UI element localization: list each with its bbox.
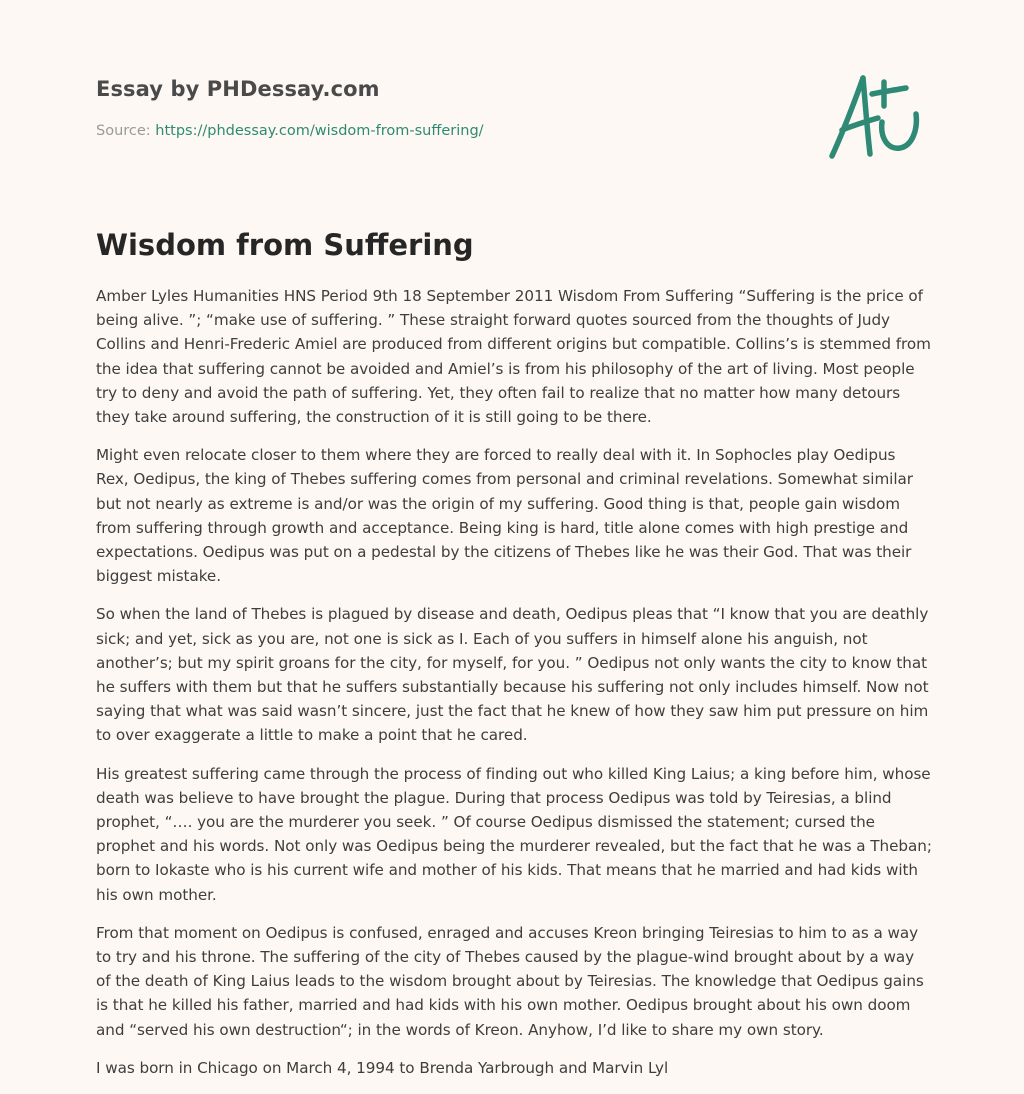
- essay-title: Wisdom from Suffering: [96, 228, 474, 262]
- essay-paragraph: Amber Lyles Humanities HNS Period 9th 18 September 2011 Wisdom From Suffering “Suffering is the price of being alive. ”; “make use of suffering. ” These straight forward quotes sourced from the thoughts of Judy Collins and Henri-Frederic Amiel are produced from different origins but compatible. Collins’s is stemmed from the idea that suffering cannot be avoided and Amiel’s is from his philosophy of the art of living. Most people try to deny and avoid the path of suffering. Yet, they often fail to realize that no matter how many detours they take around suffering, the construction of it is still going to be there.: [96, 287, 931, 427]
- essay-body: [96, 284, 932, 1094]
- essay-paragraph: His greatest suffering came through the process of finding out who killed King Laius; a king before him, whose death was believe to have brought the plague. During that process Oedipus was told by Teiresias, a blind prophet, “…. you are the murderer you seek. ” Of course Oedipus dismissed the statement; cursed the prophet and his words. Not only was Oedipus being the murderer revealed, but the fact that he was a Theban; born to Iokaste who is his current wife and mother of his kids. That means that he married and had kids with his own mother.: [96, 764, 932, 904]
- source-link[interactable]: https://phdessay.com/wisdom-from-suffering/: [155, 123, 484, 139]
- page-header: [96, 74, 932, 174]
- a-plus-grade-icon: [826, 70, 926, 166]
- essay-paragraph: Might even relocate closer to them where they are forced to really deal with it. In Sophocles play Oedipus Rex, Oedipus, the king of Thebes suffering comes from personal and criminal revelations. Somewhat similar but not nearly as extreme is and/or was the origin of my suffering. Good thing is that, people gain wisdom from suffering through growth and acceptance. Being king is hard, title alone comes with high prestige and expectations. Oedipus was put on a pedestal by the citizens of Thebes like he was their God. That was their biggest mistake.: [96, 446, 913, 586]
- source-line: [96, 120, 932, 142]
- essay-paragraph: So when the land of Thebes is plagued by disease and death, Oedipus pleas that “I know that you are deathly sick; and yet, sick as you are, not one is sick as I. Each of you suffers in himself alone his anguish, not another’s; but my spirit groans for the city, for myself, for you. ” Oedipus not only wants the city to know that he suffers with them but that he suffers substantially because his suffering not only includes himself. Now not saying that what was said wasn’t sincere, just the fact that he knew of how they saw him put pressure on him to over exaggerate a little to make a point that he cared.: [96, 605, 929, 745]
- essay-paragraph: I was born in Chicago on March 4, 1994 to Brenda Yarbrough and Marvin Lyl: [96, 1058, 669, 1077]
- source-label: Source:: [96, 123, 151, 139]
- essay-paragraph: From that moment on Oedipus is confused, enraged and accuses Kreon bringing Teiresias to him to as a way to try and his throne. The suffering of the city of Thebes caused by the plague-wind brought about by a way of the death of King Laius leads to the wisdom brought about by Teiresias. The knowledge that Oedipus gains is that he killed his father, married and had kids with his own mother. Oedipus brought about his own doom and “served his own destruction“; in the words of Kreon. Anyhow, I’d like to share my own story.: [96, 923, 924, 1039]
- essay-page: [96, 0, 932, 1077]
- brand-title: Essay by PHDessay.com: [96, 77, 380, 101]
